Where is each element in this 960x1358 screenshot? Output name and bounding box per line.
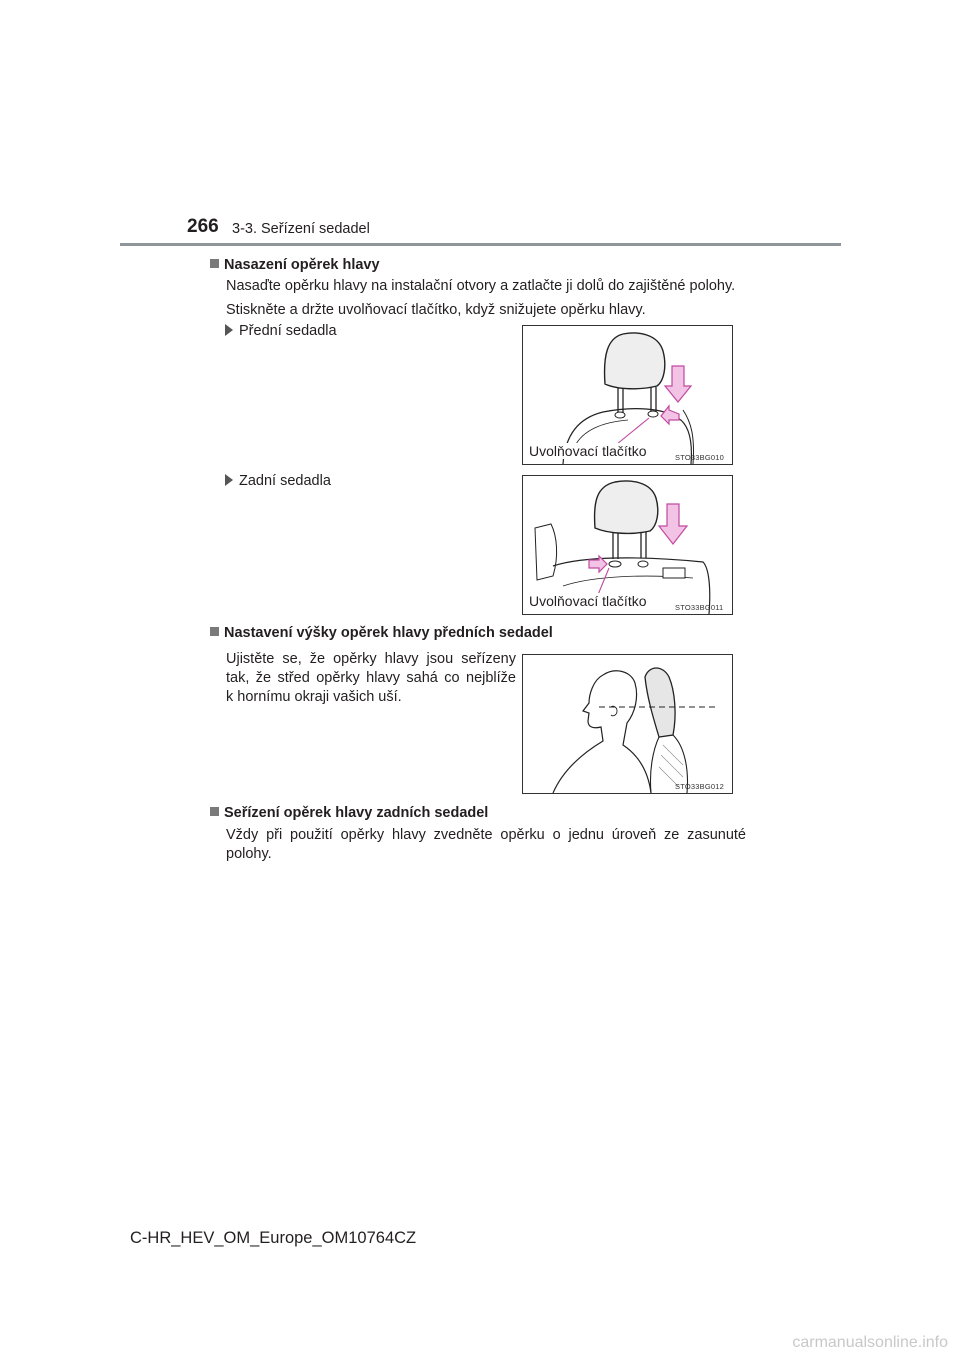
figure-headrest-height [522, 654, 733, 794]
section-heading-rear-height: Seřízení opěrek hlavy zadních sedadel [210, 805, 488, 821]
triangle-bullet-icon [225, 324, 233, 336]
paragraph-release: Stiskněte a držte uvolňovací tlačítko, když snižujete opěrku hlavy. [226, 302, 646, 318]
figure-code: STO33BG010 [675, 453, 724, 462]
driver-profile-illustration [523, 655, 732, 793]
text-line: k hornímu okraji vašich uší. [226, 689, 402, 705]
section-heading-install: Nasazení opěrek hlavy [210, 257, 380, 273]
page-number: 266 [187, 216, 219, 237]
figure-rear-headrest [522, 475, 733, 615]
paragraph-install: Nasaďte opěrku hlavy na instalační otvory a zatlačte ji dolů do zajištěné polohy. [226, 278, 736, 294]
paragraph-rear-height [226, 826, 746, 864]
text-line: tak, že střed opěrky hlavy sahá co nejblíže [226, 670, 516, 686]
bullet-square-icon [210, 807, 219, 816]
text-line: polohy. [226, 846, 272, 862]
figure-code: STO33BG012 [675, 782, 724, 791]
item-front-seats: Přední sedadla [225, 323, 337, 339]
callout-release-button: Uvolňovací tlačítko [529, 593, 647, 609]
paragraph-front-height [226, 650, 516, 707]
header-rule [120, 243, 841, 246]
section-heading-front-height: Nastavení výšky opěrek hlavy předních sedadel [210, 625, 553, 641]
text-line: Ujistěte se, že opěrky hlavy jsou seřízeny [226, 651, 516, 667]
figure-front-headrest [522, 325, 733, 465]
bullet-square-icon [210, 627, 219, 636]
bullet-square-icon [210, 259, 219, 268]
section-title: 3-3. Seřízení sedadel [232, 221, 370, 237]
triangle-bullet-icon [225, 474, 233, 486]
watermark: carmanualsonline.info [792, 1334, 948, 1351]
text-line: Vždy při použití opěrky hlavy zvedněte opěrku o jednu úroveň ze zasunuté [226, 827, 746, 843]
callout-release-button: Uvolňovací tlačítko [529, 443, 647, 459]
document-id: C-HR_HEV_OM_Europe_OM10764CZ [130, 1229, 417, 1247]
figure-code: STO33BG011 [675, 603, 724, 612]
item-rear-seats: Zadní sedadla [225, 473, 331, 489]
